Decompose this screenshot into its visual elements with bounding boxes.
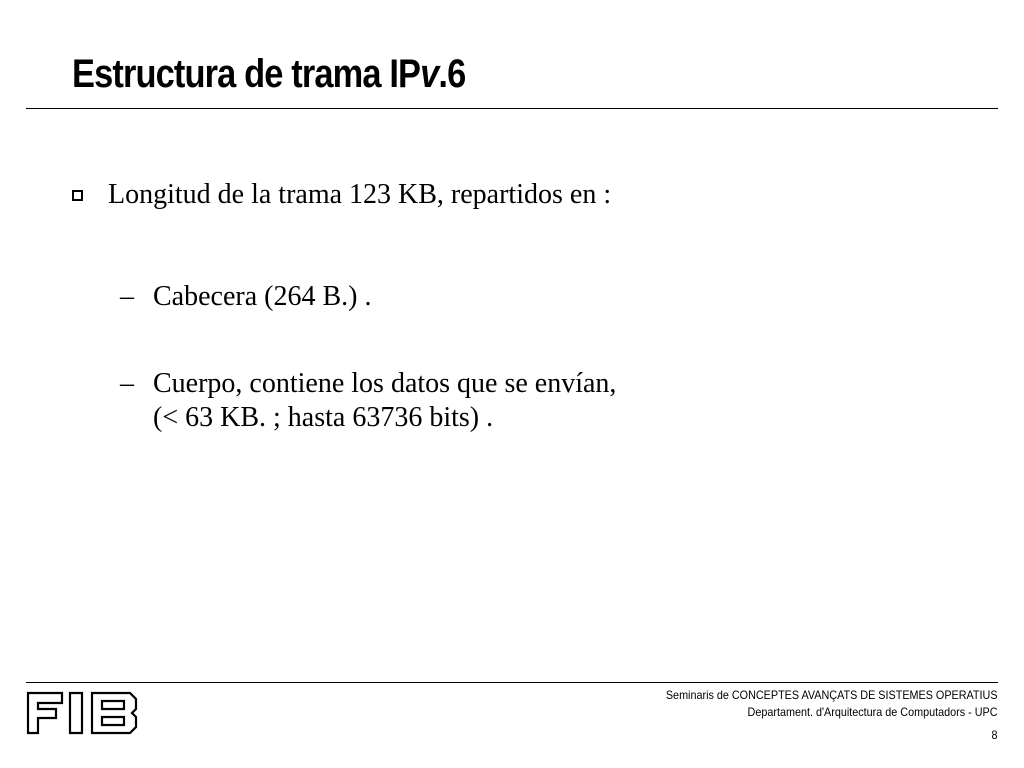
footer-divider — [26, 682, 998, 683]
footer-department: Departament. d'Arquitectura de Computadors - UPC — [748, 705, 998, 719]
title-prefix: Estructura de trama IP — [72, 52, 421, 96]
footer — [666, 687, 998, 744]
page-number: 8 — [991, 728, 998, 742]
slide-title — [72, 50, 465, 98]
dash-bullet: – — [120, 281, 134, 312]
title-divider — [26, 108, 998, 109]
title-italic: v — [420, 52, 439, 96]
sub-item-line: Cabecera (264 B.) . — [153, 281, 372, 312]
dash-bullet: – — [120, 368, 134, 399]
square-bullet-icon — [72, 190, 83, 201]
fib-logo — [26, 690, 138, 736]
sub-item-line: (< 63 KB. ; hasta 63736 bits) . — [153, 402, 494, 433]
bullet-text: Longitud de la trama 123 KB, repartidos en : — [108, 179, 612, 210]
sub-item-text — [153, 367, 616, 435]
sub-item-text — [153, 280, 371, 314]
title-suffix: .6 — [438, 52, 466, 96]
footer-course: Seminaris de CONCEPTES AVANÇATS DE SISTEMES OPERATIUS — [666, 688, 998, 702]
sub-item-line: Cuerpo, contiene los datos que se envían, — [153, 368, 617, 399]
